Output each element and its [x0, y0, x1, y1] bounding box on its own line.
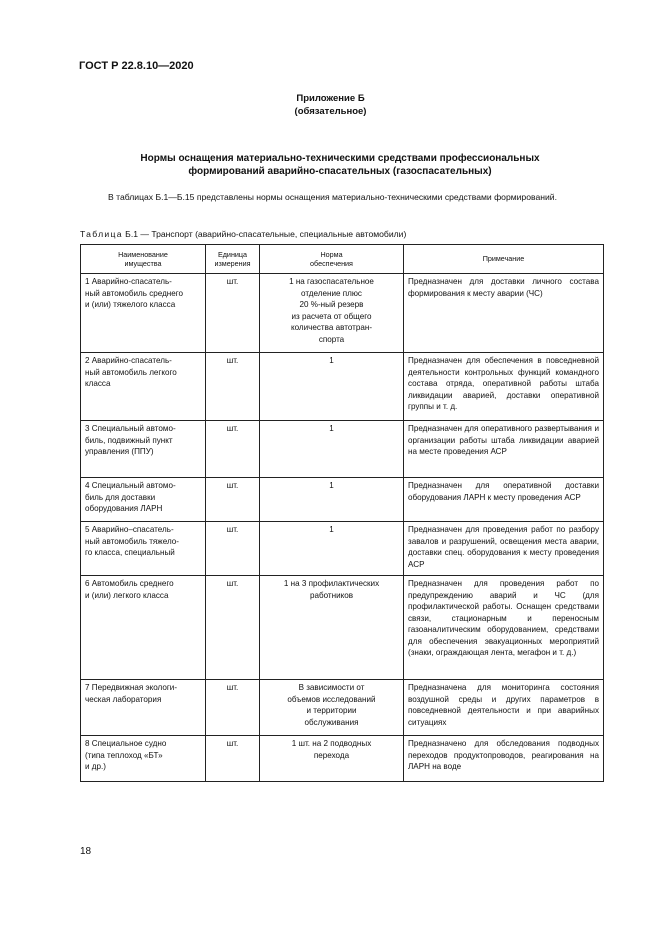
cell-name: 6 Автомобиль среднего и (или) легкого класса [81, 576, 206, 680]
cell-name: 5 Аварийно–спасатель- ный автомобиль тяжело- го класса, специальный [81, 522, 206, 576]
appendix-heading [0, 92, 661, 118]
cell-unit: шт. [206, 274, 260, 353]
cell-norm: 1 шт. на 2 подводных перехода [260, 736, 404, 782]
cell-norm: В зависимости от объемов исследований и территории обслуживания [260, 680, 404, 736]
cell-note: Предназначен для проведения работ по предупреждению аварий и ЧС (для профилактической работы. Оснащен средствами связи, стационарным и переносным газоаналитическим оборудованием, средствами для обеспечения эвакуационных мероприятий (знаки, ограждающая лента, мегафон и т. д.) [404, 576, 604, 680]
cell-note: Предназначен для обеспечения в повседневной деятельности контрольных функций командного состава отряда, оперативной работы штаба ликвидации аварией, доставки оперативной группы и т. д. [404, 353, 604, 421]
page-number: 18 [80, 846, 92, 857]
cell-norm: 1 на газоспасательное отделение плюс 20 %-ный резерв из расчета от общего количества автотран- спорта [260, 274, 404, 353]
cell-note: Предназначена для мониторинга состояния воздушной среды и других параметров в повседневной деятельности и при аварийных ситуациях [404, 680, 604, 736]
cell-unit: шт. [206, 522, 260, 576]
table-row [81, 736, 604, 782]
cell-norm: 1 [260, 421, 404, 478]
cell-unit: шт. [206, 478, 260, 522]
table-header-row [81, 245, 604, 274]
cell-note: Предназначено для обследования подводных переходов продуктопроводов, реагирования на ЛАРН на воде [404, 736, 604, 782]
cell-note: Предназначен для доставки личного состава формирования к месту аварии (ЧС) [404, 274, 604, 353]
header-norm: Норма обеспечения [260, 245, 404, 274]
cell-name: 4 Специальный автомо- биль для доставки оборудования ЛАРН [81, 478, 206, 522]
cell-name: 7 Передвижная экологи- ческая лаборатория [81, 680, 206, 736]
table-row [81, 353, 604, 421]
table-caption [80, 229, 406, 239]
cell-note: Предназначен для проведения работ по разбору завалов и разрушений, освещения места аварии, доставки спец. оборудования к месту проведения АСР [404, 522, 604, 576]
cell-name: 1 Аварийно-спасатель- ный автомобиль среднего и (или) тяжелого класса [81, 274, 206, 353]
cell-norm: 1 [260, 478, 404, 522]
table-caption-prefix: Таблица [80, 229, 123, 239]
section-title [80, 152, 600, 178]
cell-unit: шт. [206, 421, 260, 478]
cell-norm: 1 [260, 522, 404, 576]
appendix-title: Приложение Б [296, 93, 365, 104]
cell-norm: 1 [260, 353, 404, 421]
table-row [81, 522, 604, 576]
intro-paragraph: В таблицах Б.1—Б.15 представлены нормы оснащения материально-техническими средствами формирований. [108, 192, 557, 202]
cell-name: 2 Аварийно-спасатель- ный автомобиль легкого класса [81, 353, 206, 421]
header-name: Наименование имущества [81, 245, 206, 274]
cell-unit: шт. [206, 680, 260, 736]
table-row [81, 421, 604, 478]
cell-name: 3 Специальный автомо- биль, подвижный пункт управления (ППУ) [81, 421, 206, 478]
section-title-line-1: Нормы оснащения материально-техническими средствами профессиональных [140, 153, 540, 164]
appendix-status: (обязательное) [294, 106, 367, 117]
header-note: Примечание [404, 245, 604, 274]
cell-norm: 1 на 3 профилактических работников [260, 576, 404, 680]
cell-unit: шт. [206, 353, 260, 421]
table-row [81, 680, 604, 736]
cell-note: Предназначен для оперативного развертывания и организации работы штаба ликвидации аварией на месте проведения АСР [404, 421, 604, 478]
document-header: ГОСТ Р 22.8.10—2020 [79, 60, 194, 72]
cell-note: Предназначен для оперативной доставки оборудования ЛАРН к месту проведения АСР [404, 478, 604, 522]
table-row [81, 478, 604, 522]
cell-unit: шт. [206, 576, 260, 680]
norms-table [80, 244, 604, 782]
table-row [81, 576, 604, 680]
cell-unit: шт. [206, 736, 260, 782]
header-unit: Единица измерения [206, 245, 260, 274]
table-caption-text: Б.1 — Транспорт (аварийно-спасательные, специальные автомобили) [122, 229, 407, 239]
cell-name: 8 Специальное судно (типа теплоход «БТ» и др.) [81, 736, 206, 782]
table-row [81, 274, 604, 353]
section-title-line-2: формирований аварийно-спасательных (газоспасательных) [188, 166, 492, 177]
